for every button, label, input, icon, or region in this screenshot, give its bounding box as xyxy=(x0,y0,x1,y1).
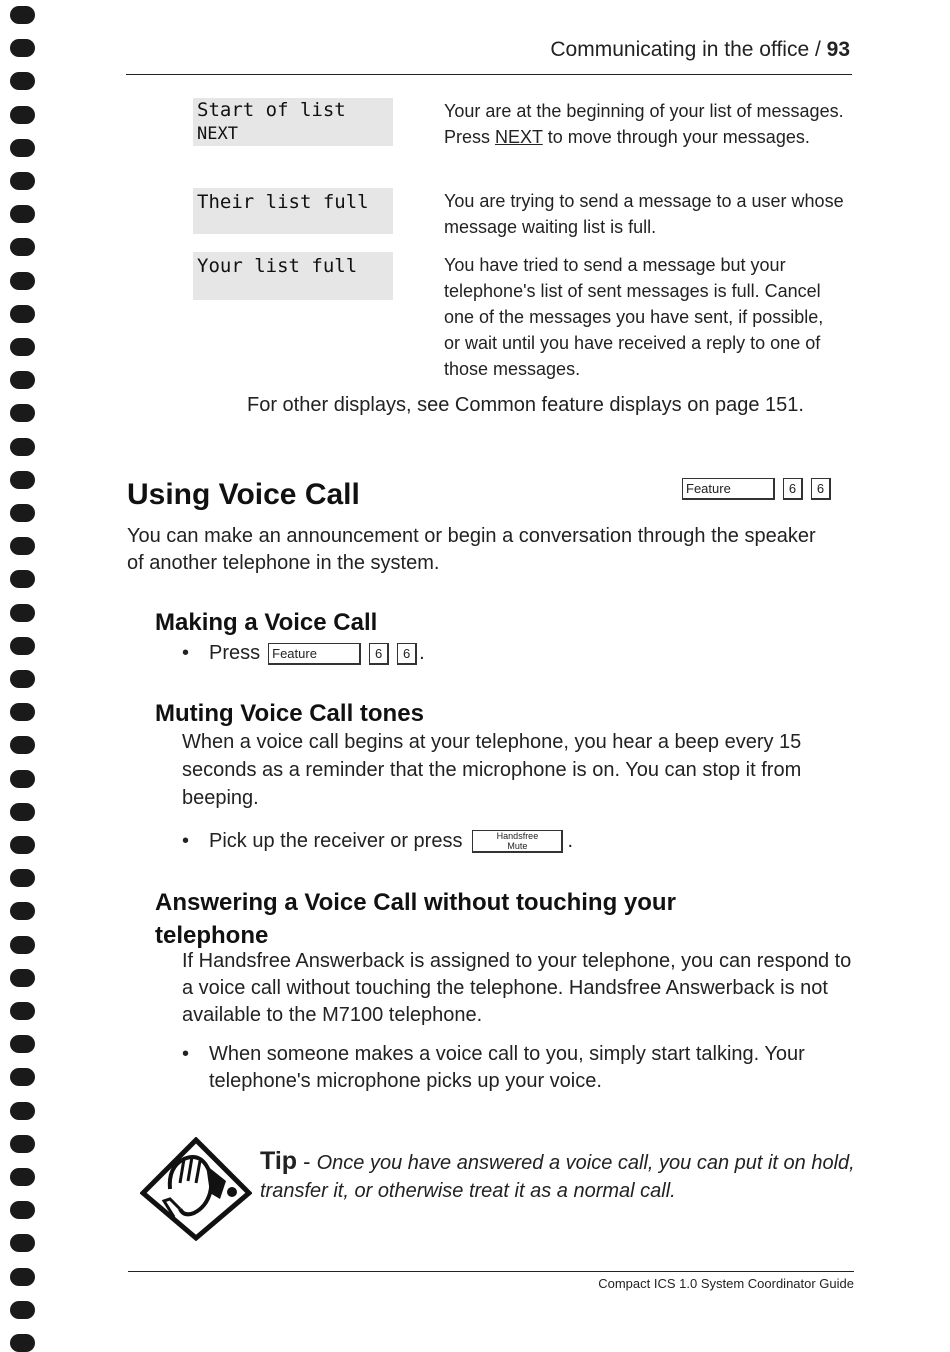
binding-ring xyxy=(10,703,35,721)
lcd-line-1: Your list full xyxy=(197,255,358,277)
tip-label: Tip xyxy=(260,1147,298,1175)
binding-ring xyxy=(10,205,35,223)
lcd-line-2: NEXT xyxy=(197,124,238,144)
bullet-dot: • xyxy=(182,830,190,852)
binding-ring xyxy=(10,570,35,588)
tip-body: Once you have answered a voice call, you can put it on hold, transfer it, or otherwise treat it as a normal call. xyxy=(260,1152,855,1202)
binding-ring xyxy=(10,969,35,987)
bullet-suffix: . xyxy=(419,642,425,664)
lcd-line-1: Start of list xyxy=(197,99,346,121)
desc-text: Your are at the beginning of your list of messages. Press xyxy=(444,101,844,147)
binding-ring xyxy=(10,836,35,854)
section-title: Using Voice Call xyxy=(127,478,360,511)
binding-ring xyxy=(10,438,35,456)
bullet-handsfree xyxy=(182,827,709,856)
display-description xyxy=(444,98,844,150)
binding-ring xyxy=(10,39,35,57)
binding-ring xyxy=(10,1201,35,1219)
binding-ring xyxy=(10,1002,35,1020)
display-description: You have tried to send a message but your telephone's list of sent messages is full. Cancel one of the messages you have sent, if possible, or wait until you have received a reply to one of those messages. xyxy=(444,255,824,379)
binding-ring xyxy=(10,1268,35,1286)
binding-ring xyxy=(10,504,35,522)
bullet-suffix: . xyxy=(567,830,573,852)
footer-title: Compact ICS 1.0 System Coordinator Guide xyxy=(598,1276,854,1291)
binding-ring xyxy=(10,72,35,90)
handsfree-label: Handsfree xyxy=(496,831,539,841)
binding-ring xyxy=(10,1135,35,1153)
binding-ring xyxy=(10,139,35,157)
bullet-content xyxy=(209,639,609,668)
binding-ring xyxy=(10,338,35,356)
binding-ring xyxy=(10,604,35,622)
binding-ring xyxy=(10,1168,35,1186)
digit-key: 6 xyxy=(369,643,389,665)
binding-ring xyxy=(10,272,35,290)
lcd-display xyxy=(193,252,393,300)
binding-ring xyxy=(10,537,35,555)
lcd-display xyxy=(193,188,393,234)
binding-ring xyxy=(10,1035,35,1053)
binding-ring xyxy=(10,902,35,920)
binding-ring xyxy=(10,106,35,124)
subsection-title-making: Making a Voice Call xyxy=(155,609,378,636)
handsfree-mute-key xyxy=(472,830,563,853)
mute-label: Mute xyxy=(507,841,528,851)
section-key-sequence xyxy=(682,478,831,500)
tip-dash: - xyxy=(297,1149,317,1174)
bullet-content xyxy=(209,827,709,856)
binding-ring xyxy=(10,670,35,688)
intro-paragraph: You can make an announcement or begin a conversation through the speaker of another telephone in the system. xyxy=(127,525,816,574)
bullet-answerback xyxy=(182,1041,849,1095)
binding-ring xyxy=(10,736,35,754)
bullet-dot: • xyxy=(182,1043,190,1065)
running-head-section: Communicating in the office / xyxy=(550,38,821,61)
subsection-title-muting: Muting Voice Call tones xyxy=(155,700,424,727)
binding-ring xyxy=(10,404,35,422)
subsection-title-answering: Answering a Voice Call without touching your telephone xyxy=(155,889,676,949)
running-head xyxy=(550,38,850,62)
bullet-press-feature xyxy=(182,639,609,668)
feature-key: Feature xyxy=(268,643,361,665)
binding-ring xyxy=(10,371,35,389)
binding-ring xyxy=(10,172,35,190)
binding-ring xyxy=(10,1068,35,1086)
page-footer xyxy=(128,1271,854,1291)
binding-ring xyxy=(10,936,35,954)
answering-paragraph: If Handsfree Answerback is assigned to your telephone, you can respond to a voice call without touching the telephone. Handsfree Answerback is not available to the M7100 telephone. xyxy=(182,950,852,1026)
desc-text: to move through your messages. xyxy=(542,127,810,147)
binding-ring xyxy=(10,305,35,323)
bullet-dot: • xyxy=(182,642,190,664)
binding-ring xyxy=(10,803,35,821)
tip-text xyxy=(260,1147,860,1205)
binding-ring xyxy=(10,869,35,887)
digit-key: 6 xyxy=(397,643,417,665)
muting-paragraph: When a voice call begins at your telephone, you hear a beep every 15 seconds as a reminder that the microphone is on. You can stop it from beeping. xyxy=(182,731,802,809)
digit-key: 6 xyxy=(811,478,831,500)
binding-ring xyxy=(10,238,35,256)
page-header xyxy=(126,36,852,75)
binding-ring xyxy=(10,637,35,655)
bullet-text: When someone makes a voice call to you, simply start talking. Your telephone's microphone picks up your voice. xyxy=(209,1043,805,1092)
binding-ring xyxy=(10,471,35,489)
binding-ring xyxy=(10,1102,35,1120)
binding-ring xyxy=(10,1234,35,1252)
bullet-prefix: Pick up the receiver or press xyxy=(209,830,463,852)
lcd-line-1: Their list full xyxy=(197,191,369,213)
lcd-display xyxy=(193,98,393,146)
page-number: 93 xyxy=(826,38,850,61)
display-description: You are trying to send a message to a user whose message waiting list is full. xyxy=(444,191,844,237)
spiral-binding xyxy=(8,0,38,1347)
binding-ring xyxy=(10,1301,35,1319)
tip-hand-icon xyxy=(140,1137,252,1241)
binding-ring xyxy=(10,770,35,788)
digit-key: 6 xyxy=(783,478,803,500)
feature-key: Feature xyxy=(682,478,775,500)
other-displays-note: For other displays, see Common feature displays on page 151. xyxy=(247,394,804,416)
next-key-ref: NEXT xyxy=(495,127,543,147)
binding-ring xyxy=(10,1334,35,1352)
binding-ring xyxy=(10,6,35,24)
bullet-prefix: Press xyxy=(209,642,261,664)
